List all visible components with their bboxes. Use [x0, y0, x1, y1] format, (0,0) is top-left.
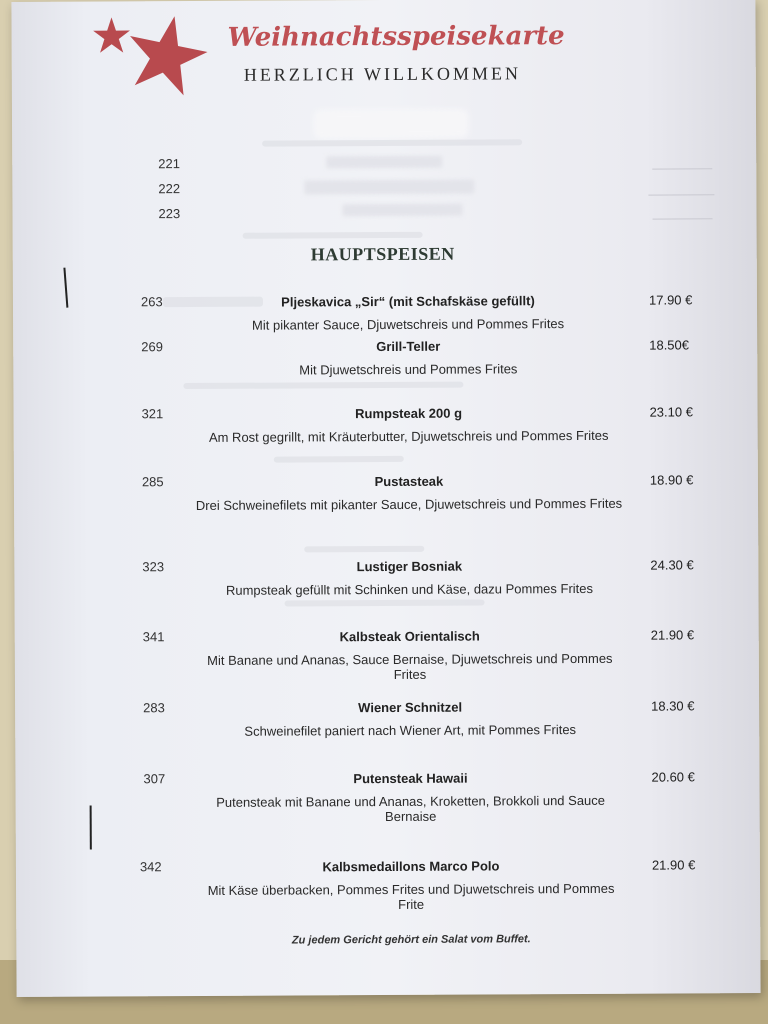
item-price: 17.90 €	[648, 292, 693, 308]
item-description: Mit pikanter Sauce, Djuwetschreis und Pommes Frites	[251, 316, 565, 333]
pen-mark	[90, 806, 92, 850]
item-number: 342	[139, 859, 162, 875]
menu-item	[15, 697, 759, 739]
menu-page	[11, 0, 760, 997]
item-price: 21.90 €	[650, 627, 695, 643]
item-description: Mit Djuwetschreis und Pommes Frites	[299, 361, 518, 378]
item-number: 269	[141, 339, 163, 355]
show-through	[243, 232, 423, 239]
menu-item	[15, 768, 759, 825]
item-number: 263	[140, 294, 163, 310]
large-star-icon	[123, 11, 209, 97]
item-price: 24.30 €	[650, 557, 694, 573]
item-name: Rumpsteak 200 g	[355, 405, 463, 422]
redacted-section-title	[316, 112, 466, 137]
welcome-heading: HERZLICH WILLKOMMEN	[243, 63, 521, 85]
item-description: Rumpsteak gefüllt mit Schinken und Käse, dazu Pommes Frites	[225, 580, 594, 598]
menu-item	[14, 403, 758, 445]
item-number: 285	[141, 474, 164, 490]
item-description: Mit Käse überbacken, Pommes Frites und Djuwetschreis und Pommes Frite	[207, 880, 615, 912]
item-price: 21.90 €	[651, 857, 696, 873]
section-title: HAUPTSPEISEN	[310, 243, 455, 265]
menu-item	[13, 291, 757, 333]
item-name: Lustiger Bosniak	[356, 558, 463, 575]
show-through	[183, 382, 463, 389]
show-through	[262, 139, 522, 146]
item-name: Kalbsteak Orientalisch	[339, 628, 480, 645]
item-description: Am Rost gegrillt, mit Kräuterbutter, Djuwetschreis und Pommes Frites	[208, 427, 609, 445]
item-name: Pustasteak	[374, 473, 444, 490]
item-description: Putensteak mit Banane und Ananas, Kroketten, Brokkoli und Sauce Bernaise	[216, 792, 606, 825]
item-name: Kalbsmedaillons Marco Polo	[322, 858, 500, 875]
item-number: 307	[143, 771, 166, 787]
menu-item	[13, 336, 757, 378]
item-number: 283	[143, 700, 165, 716]
item-price: 20.60 €	[651, 769, 695, 785]
item-name: Grill-Teller	[376, 338, 441, 355]
starter-number: 222	[158, 181, 181, 197]
show-through	[304, 546, 424, 553]
redacted-price-line	[652, 168, 712, 169]
redacted-price-line	[648, 194, 714, 195]
item-price: 23.10 €	[649, 404, 693, 420]
salad-note: Zu jedem Gericht gehört ein Salat vom Buffet.	[291, 933, 531, 947]
menu-item	[16, 856, 760, 912]
item-name: Wiener Schnitzel	[358, 699, 463, 716]
show-through	[285, 599, 485, 606]
redacted-starter	[304, 180, 474, 195]
item-name: Pljeskavica „Sir“ (mit Schafskäse gefüllt)	[281, 293, 535, 310]
item-number: 341	[142, 629, 165, 645]
starter-number: 223	[158, 206, 181, 222]
item-price: 18.50€	[649, 337, 690, 353]
redacted-starter	[326, 156, 442, 169]
item-number: 323	[142, 559, 165, 575]
item-name: Putensteak Hawaii	[353, 770, 468, 787]
item-description: Drei Schweinefilets mit pikanter Sauce, Djuwetschreis und Pommes Frites	[195, 495, 623, 513]
item-price: 18.90 €	[649, 472, 694, 488]
menu-item	[14, 471, 758, 513]
item-description: Schweinefilet paniert nach Wiener Art, mit Pommes Frites	[244, 722, 577, 739]
menu-title: Weihnachtsspeisekarte	[227, 21, 565, 53]
menu-item	[15, 626, 759, 682]
redacted-starter	[342, 204, 462, 217]
item-price: 18.30 €	[651, 698, 695, 714]
show-through	[274, 456, 404, 463]
starter-number: 221	[158, 156, 180, 172]
item-number: 321	[141, 406, 164, 422]
pen-mark	[63, 268, 68, 308]
redacted-price-line	[653, 218, 713, 219]
menu-item	[14, 556, 758, 598]
item-description: Mit Banane und Ananas, Sauce Bernaise, Djuwetschreis und Pommes Frites	[207, 650, 613, 682]
